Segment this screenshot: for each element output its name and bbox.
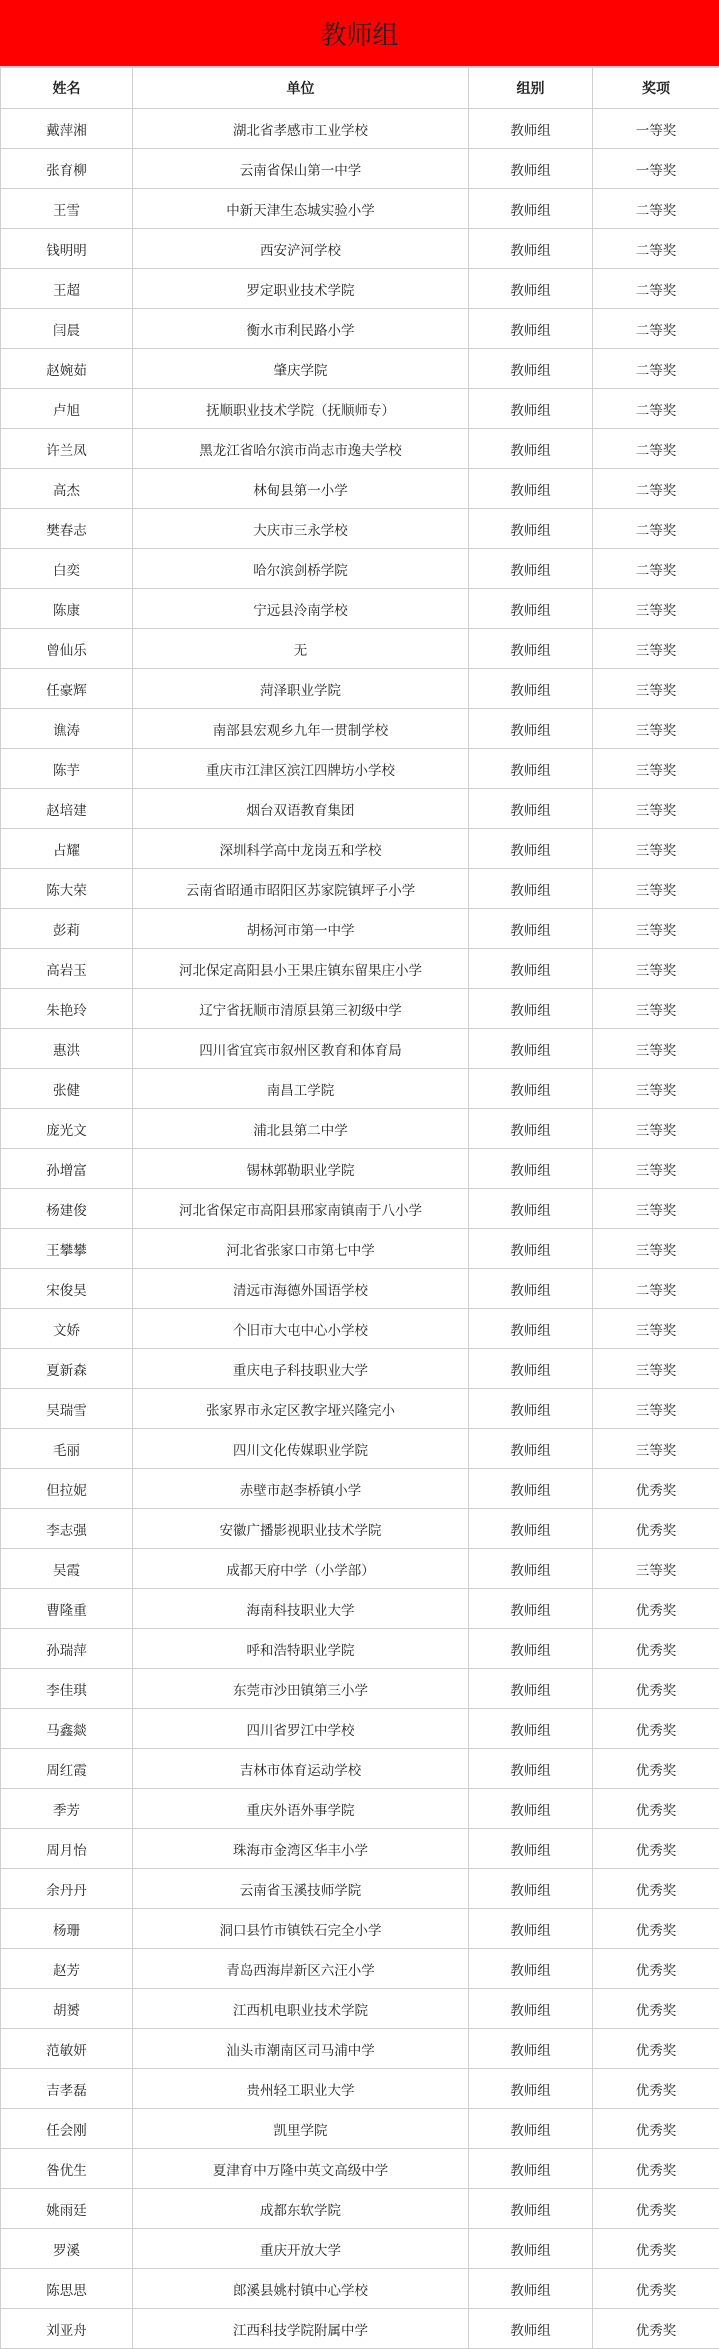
- cell-name: 王雪: [1, 189, 133, 229]
- cell-name: 闫晨: [1, 309, 133, 349]
- cell-unit: 中新天津生态城实验小学: [133, 189, 469, 229]
- table-row: [1, 189, 719, 229]
- table-row: [1, 1389, 719, 1429]
- cell-award: 三等奖: [593, 1429, 719, 1469]
- table-row: [1, 669, 719, 709]
- cell-group: 教师组: [469, 549, 593, 589]
- cell-award: 三等奖: [593, 1229, 719, 1269]
- table-row: [1, 429, 719, 469]
- cell-group: 教师组: [469, 309, 593, 349]
- table-row: [1, 1189, 719, 1229]
- cell-award: 优秀奖: [593, 1829, 719, 1869]
- cell-group: 教师组: [469, 1229, 593, 1269]
- cell-name: 曹隆重: [1, 1589, 133, 1629]
- table-row: [1, 1909, 719, 1949]
- cell-group: 教师组: [469, 709, 593, 749]
- cell-name: 占耀: [1, 829, 133, 869]
- cell-unit: 重庆开放大学: [133, 2229, 469, 2269]
- cell-group: 教师组: [469, 2069, 593, 2109]
- cell-group: 教师组: [469, 2229, 593, 2269]
- cell-award: 优秀奖: [593, 1509, 719, 1549]
- table-row: [1, 1789, 719, 1829]
- cell-name: 夏新森: [1, 1349, 133, 1389]
- cell-name: 任会刚: [1, 2109, 133, 2149]
- cell-unit: 洞口县竹市镇铁石完全小学: [133, 1909, 469, 1949]
- cell-group: 教师组: [469, 1109, 593, 1149]
- table-row: [1, 869, 719, 909]
- table-row: [1, 709, 719, 749]
- cell-name: 白奕: [1, 549, 133, 589]
- table-row: [1, 1269, 719, 1309]
- cell-unit: 四川省罗江中学校: [133, 1709, 469, 1749]
- cell-name: 彭莉: [1, 909, 133, 949]
- cell-group: 教师组: [469, 1989, 593, 2029]
- cell-unit: 抚顺职业技术学院（抚顺师专）: [133, 389, 469, 429]
- cell-name: 朱艳玲: [1, 989, 133, 1029]
- cell-group: 教师组: [469, 1909, 593, 1949]
- cell-group: 教师组: [469, 1549, 593, 1589]
- cell-unit: 浦北县第二中学: [133, 1109, 469, 1149]
- cell-group: 教师组: [469, 1709, 593, 1749]
- cell-award: 优秀奖: [593, 2109, 719, 2149]
- cell-unit: 成都东软学院: [133, 2189, 469, 2229]
- table-row: [1, 2309, 719, 2349]
- table-body: [1, 109, 719, 2349]
- cell-group: 教师组: [469, 2309, 593, 2349]
- cell-award: 二等奖: [593, 549, 719, 589]
- cell-name: 昝优生: [1, 2149, 133, 2189]
- cell-name: 高杰: [1, 469, 133, 509]
- table-header: [1, 68, 719, 109]
- table-row: [1, 1069, 719, 1109]
- cell-unit: 个旧市大屯中心小学校: [133, 1309, 469, 1349]
- cell-name: 宋俊昊: [1, 1269, 133, 1309]
- header-name: 姓名: [1, 68, 133, 109]
- cell-unit: 成都天府中学（小学部）: [133, 1549, 469, 1589]
- cell-name: 姚雨廷: [1, 2189, 133, 2229]
- cell-group: 教师组: [469, 1389, 593, 1429]
- table-row: [1, 829, 719, 869]
- page-title: 教师组: [320, 15, 398, 52]
- cell-group: 教师组: [469, 1789, 593, 1829]
- cell-award: 三等奖: [593, 1109, 719, 1149]
- cell-name: 庞光文: [1, 1109, 133, 1149]
- cell-name: 毛丽: [1, 1429, 133, 1469]
- cell-group: 教师组: [469, 229, 593, 269]
- cell-name: 季芳: [1, 1789, 133, 1829]
- cell-unit: 四川省宜宾市叙州区教育和体育局: [133, 1029, 469, 1069]
- cell-unit: 赤壁市赵李桥镇小学: [133, 1469, 469, 1509]
- cell-group: 教师组: [469, 1669, 593, 1709]
- cell-award: 优秀奖: [593, 1989, 719, 2029]
- cell-name: 戴萍湘: [1, 109, 133, 149]
- cell-group: 教师组: [469, 749, 593, 789]
- cell-group: 教师组: [469, 509, 593, 549]
- cell-name: 余丹丹: [1, 1869, 133, 1909]
- table-row: [1, 1989, 719, 2029]
- cell-name: 高岩玉: [1, 949, 133, 989]
- cell-unit: 云南省玉溪技师学院: [133, 1869, 469, 1909]
- table-row: [1, 1949, 719, 1989]
- cell-group: 教师组: [469, 2189, 593, 2229]
- table-row: [1, 269, 719, 309]
- cell-unit: 四川文化传媒职业学院: [133, 1429, 469, 1469]
- cell-award: 三等奖: [593, 869, 719, 909]
- cell-unit: 南部县宏观乡九年一贯制学校: [133, 709, 469, 749]
- table-row: [1, 1589, 719, 1629]
- cell-award: 三等奖: [593, 789, 719, 829]
- cell-name: 赵培建: [1, 789, 133, 829]
- table-row: [1, 1309, 719, 1349]
- cell-unit: 贵州轻工职业大学: [133, 2069, 469, 2109]
- cell-unit: 锡林郭勒职业学院: [133, 1149, 469, 1189]
- cell-unit: 林甸县第一小学: [133, 469, 469, 509]
- cell-name: 许兰凤: [1, 429, 133, 469]
- cell-award: 二等奖: [593, 269, 719, 309]
- cell-award: 三等奖: [593, 589, 719, 629]
- cell-name: 谯涛: [1, 709, 133, 749]
- cell-group: 教师组: [469, 1869, 593, 1909]
- cell-award: 优秀奖: [593, 2189, 719, 2229]
- cell-award: 优秀奖: [593, 1709, 719, 1749]
- cell-name: 范敏妍: [1, 2029, 133, 2069]
- cell-name: 周月怡: [1, 1829, 133, 1869]
- cell-award: 二等奖: [593, 309, 719, 349]
- cell-award: 三等奖: [593, 1389, 719, 1429]
- cell-award: 优秀奖: [593, 2149, 719, 2189]
- cell-unit: 河北省保定市高阳县邢家南镇南于八小学: [133, 1189, 469, 1229]
- cell-name: 张育柳: [1, 149, 133, 189]
- cell-name: 王攀攀: [1, 1229, 133, 1269]
- table-row: [1, 909, 719, 949]
- cell-award: 二等奖: [593, 349, 719, 389]
- cell-unit: 云南省昭通市昭阳区苏家院镇坪子小学: [133, 869, 469, 909]
- cell-award: 三等奖: [593, 1549, 719, 1589]
- table-row: [1, 349, 719, 389]
- cell-unit: 东莞市沙田镇第三小学: [133, 1669, 469, 1709]
- table-row: [1, 1629, 719, 1669]
- cell-name: 杨建俊: [1, 1189, 133, 1229]
- cell-name: 钱明明: [1, 229, 133, 269]
- cell-award: 优秀奖: [593, 1869, 719, 1909]
- header-award: 奖项: [593, 68, 719, 109]
- cell-award: 三等奖: [593, 629, 719, 669]
- cell-group: 教师组: [469, 1189, 593, 1229]
- cell-unit: 西安浐河学校: [133, 229, 469, 269]
- cell-award: 优秀奖: [593, 1909, 719, 1949]
- cell-group: 教师组: [469, 469, 593, 509]
- cell-group: 教师组: [469, 829, 593, 869]
- cell-award: 优秀奖: [593, 1789, 719, 1829]
- cell-award: 三等奖: [593, 989, 719, 1029]
- cell-award: 一等奖: [593, 149, 719, 189]
- cell-name: 杨珊: [1, 1909, 133, 1949]
- cell-unit: 河北省张家口市第七中学: [133, 1229, 469, 1269]
- cell-group: 教师组: [469, 1149, 593, 1189]
- awards-table: [0, 67, 719, 2349]
- cell-award: 三等奖: [593, 709, 719, 749]
- cell-name: 周红霞: [1, 1749, 133, 1789]
- cell-unit: 郎溪县姚村镇中心学校: [133, 2269, 469, 2309]
- cell-unit: 张家界市永定区教字垭兴隆完小: [133, 1389, 469, 1429]
- cell-unit: 深圳科学高中龙岗五和学校: [133, 829, 469, 869]
- cell-name: 惠洪: [1, 1029, 133, 1069]
- cell-unit: 胡杨河市第一中学: [133, 909, 469, 949]
- cell-name: 孙瑞萍: [1, 1629, 133, 1669]
- cell-group: 教师组: [469, 1629, 593, 1669]
- table-row: [1, 1149, 719, 1189]
- cell-name: 任豪辉: [1, 669, 133, 709]
- cell-group: 教师组: [469, 589, 593, 629]
- cell-group: 教师组: [469, 2269, 593, 2309]
- cell-unit: 辽宁省抚顺市清原县第三初级中学: [133, 989, 469, 1029]
- cell-name: 李佳琪: [1, 1669, 133, 1709]
- table-row: [1, 509, 719, 549]
- cell-group: 教师组: [469, 109, 593, 149]
- title-banner: [0, 0, 719, 67]
- table-row: [1, 469, 719, 509]
- cell-unit: 安徽广播影视职业技术学院: [133, 1509, 469, 1549]
- cell-group: 教师组: [469, 669, 593, 709]
- table-row: [1, 149, 719, 189]
- cell-award: 二等奖: [593, 229, 719, 269]
- cell-group: 教师组: [469, 629, 593, 669]
- table-row: [1, 2229, 719, 2269]
- cell-name: 文娇: [1, 1309, 133, 1349]
- cell-unit: 青岛西海岸新区六汪小学: [133, 1949, 469, 1989]
- cell-group: 教师组: [469, 389, 593, 429]
- table-row: [1, 1429, 719, 1469]
- cell-group: 教师组: [469, 869, 593, 909]
- cell-name: 樊春志: [1, 509, 133, 549]
- header-row: [1, 68, 719, 109]
- cell-name: 陈思思: [1, 2269, 133, 2309]
- cell-unit: 珠海市金湾区华丰小学: [133, 1829, 469, 1869]
- table-row: [1, 789, 719, 829]
- cell-group: 教师组: [469, 909, 593, 949]
- cell-group: 教师组: [469, 429, 593, 469]
- cell-group: 教师组: [469, 189, 593, 229]
- table-row: [1, 749, 719, 789]
- table-row: [1, 109, 719, 149]
- cell-award: 优秀奖: [593, 1589, 719, 1629]
- cell-award: 优秀奖: [593, 2309, 719, 2349]
- table-row: [1, 1669, 719, 1709]
- cell-award: 优秀奖: [593, 2269, 719, 2309]
- cell-unit: 南昌工学院: [133, 1069, 469, 1109]
- header-unit: 单位: [133, 68, 469, 109]
- cell-name: 张健: [1, 1069, 133, 1109]
- cell-award: 三等奖: [593, 1069, 719, 1109]
- cell-group: 教师组: [469, 789, 593, 829]
- cell-award: 三等奖: [593, 909, 719, 949]
- cell-award: 一等奖: [593, 109, 719, 149]
- cell-name: 刘亚舟: [1, 2309, 133, 2349]
- cell-group: 教师组: [469, 2109, 593, 2149]
- cell-award: 三等奖: [593, 829, 719, 869]
- cell-group: 教师组: [469, 269, 593, 309]
- cell-award: 三等奖: [593, 1349, 719, 1389]
- cell-unit: 夏津育中万隆中英文高级中学: [133, 2149, 469, 2189]
- cell-unit: 哈尔滨剑桥学院: [133, 549, 469, 589]
- table-row: [1, 309, 719, 349]
- cell-award: 二等奖: [593, 1269, 719, 1309]
- cell-award: 优秀奖: [593, 1629, 719, 1669]
- cell-group: 教师组: [469, 1269, 593, 1309]
- cell-name: 赵婉茹: [1, 349, 133, 389]
- cell-unit: 凯里学院: [133, 2109, 469, 2149]
- cell-award: 三等奖: [593, 749, 719, 789]
- cell-name: 卢旭: [1, 389, 133, 429]
- cell-group: 教师组: [469, 349, 593, 389]
- cell-unit: 衡水市利民路小学: [133, 309, 469, 349]
- cell-award: 二等奖: [593, 469, 719, 509]
- table-row: [1, 1549, 719, 1589]
- cell-award: 优秀奖: [593, 2029, 719, 2069]
- cell-group: 教师组: [469, 1349, 593, 1389]
- cell-unit: 江西科技学院附属中学: [133, 2309, 469, 2349]
- table-row: [1, 1469, 719, 1509]
- cell-unit: 呼和浩特职业学院: [133, 1629, 469, 1669]
- table-row: [1, 2029, 719, 2069]
- cell-name: 马鑫燚: [1, 1709, 133, 1749]
- table-row: [1, 2069, 719, 2109]
- table-row: [1, 549, 719, 589]
- cell-unit: 宁远县泠南学校: [133, 589, 469, 629]
- cell-award: 三等奖: [593, 1309, 719, 1349]
- cell-group: 教师组: [469, 1429, 593, 1469]
- cell-unit: 清远市海德外国语学校: [133, 1269, 469, 1309]
- cell-award: 优秀奖: [593, 2229, 719, 2269]
- cell-unit: 河北保定高阳县小王果庄镇东留果庄小学: [133, 949, 469, 989]
- table-row: [1, 229, 719, 269]
- cell-group: 教师组: [469, 2029, 593, 2069]
- cell-award: 优秀奖: [593, 1949, 719, 1989]
- cell-unit: 肇庆学院: [133, 349, 469, 389]
- cell-unit: 烟台双语教育集团: [133, 789, 469, 829]
- cell-name: 陈芋: [1, 749, 133, 789]
- cell-award: 三等奖: [593, 1029, 719, 1069]
- table-row: [1, 1349, 719, 1389]
- table-row: [1, 989, 719, 1029]
- cell-unit: 黑龙江省哈尔滨市尚志市逸夫学校: [133, 429, 469, 469]
- cell-group: 教师组: [469, 2149, 593, 2189]
- cell-award: 二等奖: [593, 429, 719, 469]
- header-group: 组别: [469, 68, 593, 109]
- cell-unit: 重庆电子科技职业大学: [133, 1349, 469, 1389]
- cell-name: 李志强: [1, 1509, 133, 1549]
- table-row: [1, 2149, 719, 2189]
- cell-group: 教师组: [469, 1029, 593, 1069]
- cell-name: 曾仙乐: [1, 629, 133, 669]
- cell-name: 罗溪: [1, 2229, 133, 2269]
- cell-group: 教师组: [469, 149, 593, 189]
- cell-name: 陈大荣: [1, 869, 133, 909]
- cell-award: 三等奖: [593, 669, 719, 709]
- table-row: [1, 1709, 719, 1749]
- cell-group: 教师组: [469, 1469, 593, 1509]
- cell-unit: 重庆市江津区滨江四牌坊小学校: [133, 749, 469, 789]
- cell-group: 教师组: [469, 989, 593, 1029]
- table-row: [1, 1109, 719, 1149]
- cell-name: 吴瑞雪: [1, 1389, 133, 1429]
- cell-award: 优秀奖: [593, 1669, 719, 1709]
- table-row: [1, 2189, 719, 2229]
- cell-award: 二等奖: [593, 189, 719, 229]
- cell-group: 教师组: [469, 1509, 593, 1549]
- table-row: [1, 1509, 719, 1549]
- table-row: [1, 1749, 719, 1789]
- cell-name: 吴霞: [1, 1549, 133, 1589]
- table-row: [1, 949, 719, 989]
- cell-unit: 无: [133, 629, 469, 669]
- cell-group: 教师组: [469, 1749, 593, 1789]
- cell-group: 教师组: [469, 1309, 593, 1349]
- table-row: [1, 2109, 719, 2149]
- cell-award: 二等奖: [593, 389, 719, 429]
- table-row: [1, 1869, 719, 1909]
- cell-unit: 罗定职业技术学院: [133, 269, 469, 309]
- cell-award: 三等奖: [593, 1149, 719, 1189]
- cell-group: 教师组: [469, 1829, 593, 1869]
- cell-unit: 菏泽职业学院: [133, 669, 469, 709]
- cell-award: 优秀奖: [593, 1469, 719, 1509]
- table-row: [1, 1229, 719, 1269]
- cell-name: 但拉妮: [1, 1469, 133, 1509]
- cell-name: 孙增富: [1, 1149, 133, 1189]
- cell-group: 教师组: [469, 949, 593, 989]
- table-row: [1, 629, 719, 669]
- cell-name: 赵芳: [1, 1949, 133, 1989]
- cell-award: 三等奖: [593, 949, 719, 989]
- cell-unit: 海南科技职业大学: [133, 1589, 469, 1629]
- cell-name: 吉孝磊: [1, 2069, 133, 2109]
- cell-group: 教师组: [469, 1949, 593, 1989]
- cell-award: 二等奖: [593, 509, 719, 549]
- table-row: [1, 589, 719, 629]
- cell-name: 胡赟: [1, 1989, 133, 2029]
- cell-award: 优秀奖: [593, 2069, 719, 2109]
- table-row: [1, 1029, 719, 1069]
- cell-name: 陈康: [1, 589, 133, 629]
- cell-unit: 大庆市三永学校: [133, 509, 469, 549]
- table-row: [1, 1829, 719, 1869]
- cell-award: 优秀奖: [593, 1749, 719, 1789]
- cell-group: 教师组: [469, 1589, 593, 1629]
- cell-name: 王超: [1, 269, 133, 309]
- cell-unit: 湖北省孝感市工业学校: [133, 109, 469, 149]
- cell-award: 三等奖: [593, 1189, 719, 1229]
- cell-group: 教师组: [469, 1069, 593, 1109]
- cell-unit: 云南省保山第一中学: [133, 149, 469, 189]
- table-row: [1, 389, 719, 429]
- cell-unit: 吉林市体育运动学校: [133, 1749, 469, 1789]
- table-row: [1, 2269, 719, 2309]
- cell-unit: 汕头市潮南区司马浦中学: [133, 2029, 469, 2069]
- cell-unit: 重庆外语外事学院: [133, 1789, 469, 1829]
- cell-unit: 江西机电职业技术学院: [133, 1989, 469, 2029]
